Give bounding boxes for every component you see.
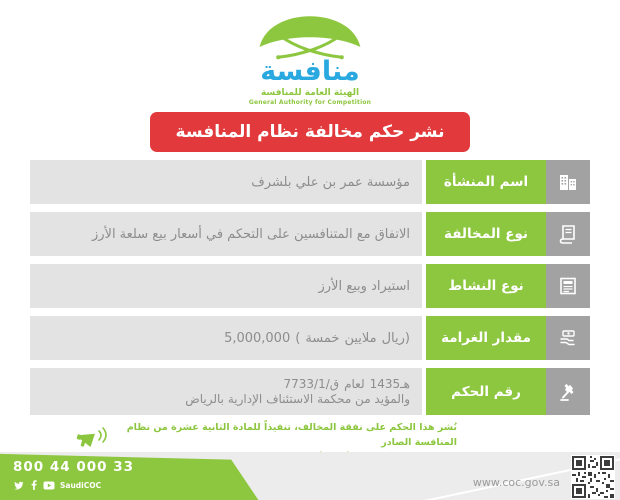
ruling-title-banner: نشر حكم مخالفة نظام المنافسة [150,112,470,152]
violation-document-icon [546,212,590,256]
establishment-name: مؤسسة عمر بن علي بلشرف [251,174,410,190]
ruling-year: 1435هـ [369,377,410,391]
phone-number: 800 44 000 33 [13,459,135,475]
website-url: www.coc.gov.sa [472,476,560,489]
row-value [30,264,422,308]
table-row-ruling-number [30,368,590,415]
activity-type: استيراد وبيع الأرز [318,278,410,294]
building-icon [546,160,590,204]
row-label: نوع المخالفة [426,212,546,256]
qr-code [571,455,615,499]
youtube-icon [43,481,55,490]
twitter-icon [13,480,24,490]
row-value [30,368,422,415]
row-label: رقم الحكم [426,368,546,415]
table-row-violation-type [30,212,590,256]
row-value [30,316,422,360]
social-handle: SaudiCOC [60,480,102,490]
logo-wordmark: منافسة [260,56,360,87]
row-value [30,160,422,204]
money-hand-icon [546,316,590,360]
social-row [13,480,101,490]
ruling-number-code: 7733/1/ق [283,377,340,391]
org-name-english: General Authority for Competition [248,99,372,106]
ruling-upheld-note: والمؤيد من محكمة الاستئناف الإدارية بالرياض [185,392,410,406]
authority-logo [0,4,620,106]
row-value [30,212,422,256]
table-row-fine-amount [30,316,590,360]
facebook-icon [29,480,38,490]
org-name-arabic: الهيئة العامة للمنافسة [260,88,360,98]
table-row-activity-type [30,264,590,308]
footer-bar [0,452,620,500]
fine-amount: 5,000,000 ( خمسة ملايين ريال) [224,330,410,346]
fine-amount-number: 5,000,000 [224,330,291,346]
footnote-line1: نُشر هذا الحكم على نفقة المخالف، تنفيذاً للمادة الثانية عشرة من نظام المنافسة الصادر [126,422,457,448]
table-row-establishment [30,160,590,204]
ruling-number: 7733/1/ق لعام 1435هـ [283,377,410,391]
gavel-icon [546,368,590,415]
newspaper-icon [546,264,590,308]
row-label: اسم المنشأة [426,160,546,204]
row-label: نوع النشاط [426,264,546,308]
palm-swords-emblem-icon [254,4,366,62]
ruling-table [30,160,590,423]
violation-type: الاتفاق مع المتنافسين على التحكم في أسعار بيع سلعة الأرز [91,226,410,242]
row-label: مقدار الغرامة [426,316,546,360]
